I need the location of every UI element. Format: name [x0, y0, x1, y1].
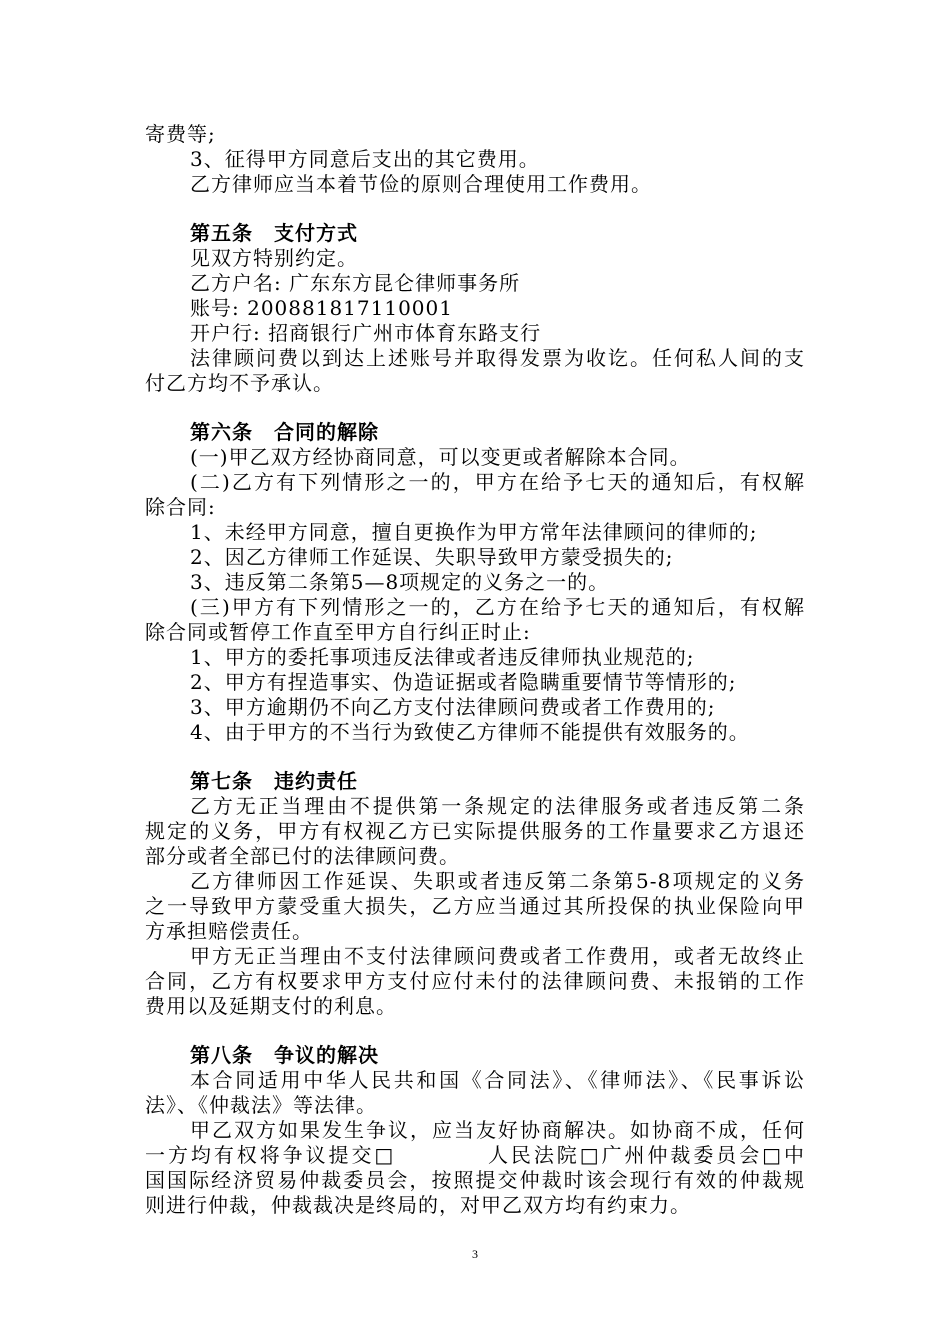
text-line: 乙方无正当理由不提供第一条规定的法律服务或者违反第二条	[190, 794, 805, 818]
section-heading-8: 第八条 争议的解决	[190, 1043, 379, 1067]
text-line: 甲乙双方如果发生争议，应当友好协商解决。如协商不成，任何	[190, 1118, 805, 1142]
text-line: (三)甲方有下列情形之一的，乙方在给予七天的通知后，有权解	[190, 595, 805, 619]
text-line: 规定的义务，甲方有权视乙方已实际提供服务的工作量要求乙方退还	[145, 819, 805, 843]
text-line: (一)甲乙双方经协商同意，可以变更或者解除本合同。	[190, 445, 691, 469]
text-line: 1、甲方的委托事项违反法律或者违反律师执业规范的;	[190, 645, 695, 669]
text-line: (二)乙方有下列情形之一的，甲方在给予七天的通知后，有权解	[190, 470, 805, 494]
text-line: 法律顾问费以到达上述账号并取得发票为收讫。任何私人间的支	[190, 346, 805, 370]
text-line: 账号: 200881817110001	[190, 296, 453, 320]
text-line: 开户行: 招商银行广州市体育东路支行	[190, 321, 542, 345]
text-line: 国国际经济贸易仲裁委员会，按照提交仲裁时该会现行有效的仲裁规	[145, 1168, 805, 1192]
page-number: 3	[472, 1247, 478, 1261]
text-line: 见双方特别约定。	[190, 246, 358, 270]
section-heading-6: 第六条 合同的解除	[190, 420, 379, 444]
text-line: 1、未经甲方同意，擅自更换作为甲方常年法律顾问的律师的;	[190, 520, 758, 544]
text-line: 方承担赔偿责任。	[145, 919, 313, 943]
text-line: 除合同或暂停工作直至甲方自行纠正时止:	[145, 620, 531, 644]
text-line: 2、甲方有捏造事实、伪造证据或者隐瞒重要情节等情形的;	[190, 670, 737, 694]
paragraph-gap	[145, 1019, 805, 1043]
text-line: 2、因乙方律师工作延误、失职导致甲方蒙受损失的;	[190, 545, 674, 569]
text-line: 乙方律师应当本着节俭的原则合理使用工作费用。	[190, 172, 652, 196]
section-heading-5: 第五条 支付方式	[190, 221, 358, 245]
text-line: 部分或者全部已付的法律顾问费。	[145, 844, 460, 868]
text-line: 之一导致甲方蒙受重大损失，乙方应当通过其所投保的执业保险向甲	[145, 894, 805, 918]
paragraph-gap	[145, 197, 805, 221]
text-line: 法》、《仲裁法》等法律。	[145, 1093, 377, 1117]
text-line: 寄费等;	[145, 122, 216, 146]
text-line: 乙方户名: 广东东方昆仑律师事务所	[190, 271, 521, 295]
text-line: 费用以及延期支付的利息。	[145, 994, 397, 1018]
text-line: 本合同适用中华人民共和国《合同法》、《律师法》、《民事诉讼	[190, 1068, 805, 1092]
text-line: 一方均有权将争议提交□ 人民法院□广州仲裁委员会□中	[145, 1143, 805, 1167]
paragraph-gap	[145, 745, 805, 769]
text-line: 合同，乙方有权要求甲方支付应付未付的法律顾问费、未报销的工作	[145, 969, 805, 993]
text-line: 甲方无正当理由不支付法律顾问费或者工作费用，或者无故终止	[190, 944, 805, 968]
text-line: 乙方律师因工作延误、失职或者违反第二条第5-8项规定的义务	[190, 869, 805, 893]
text-line: 3、甲方逾期仍不向乙方支付法律顾问费或者工作费用的;	[190, 695, 716, 719]
section-heading-7: 第七条 违约责任	[190, 769, 358, 793]
text-line: 3、违反第二条第5—8项规定的义务之一的。	[190, 570, 610, 594]
document-page	[145, 122, 805, 1218]
text-line: 3、征得甲方同意后支出的其它费用。	[190, 147, 540, 171]
text-line: 除合同:	[145, 495, 216, 519]
paragraph-gap	[145, 396, 805, 420]
text-line: 付乙方均不予承认。	[145, 371, 334, 395]
text-line: 4、由于甲方的不当行为致使乙方律师不能提供有效服务的。	[190, 720, 750, 744]
text-line: 则进行仲裁，仲裁裁决是终局的，对甲乙双方均有约束力。	[145, 1193, 691, 1217]
